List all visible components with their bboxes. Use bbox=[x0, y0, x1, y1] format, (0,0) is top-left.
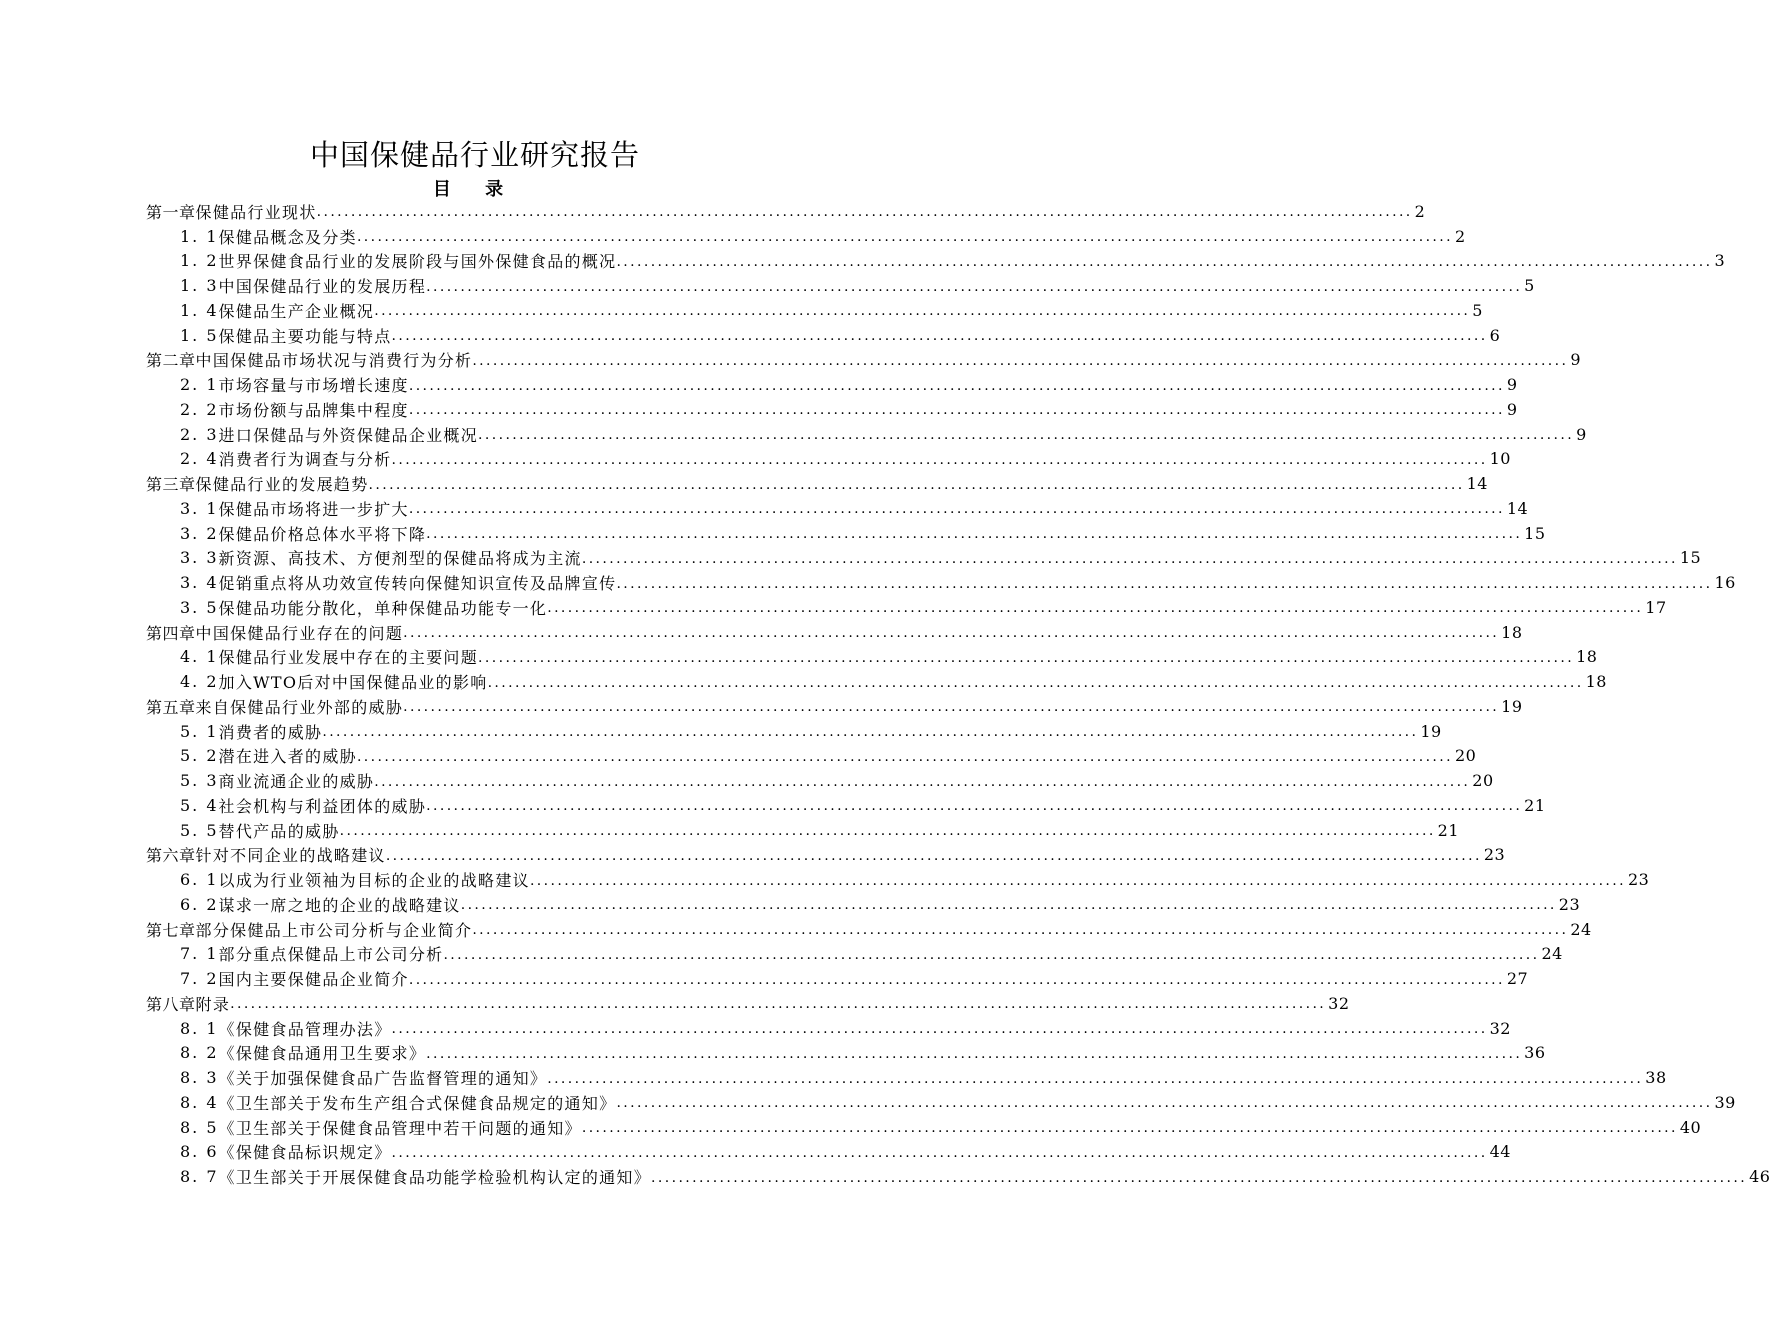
toc-entry-title: 以成为行业领袖为目标的企业的战略建议 bbox=[218, 871, 530, 891]
toc-entry-number: 3. 5 bbox=[180, 597, 219, 617]
toc-leader-dots: ................................................................................................................................................................ bbox=[356, 229, 1453, 246]
toc-entry-title: 保健品价格总体水平将下降 bbox=[218, 524, 427, 544]
toc-leader-dots: ................................................................................................................................................................ bbox=[487, 674, 1584, 691]
toc-leader-dots: ................................................................................................................................................................ bbox=[426, 278, 1523, 295]
toc-leader-dots: ................................................................................................................................................................ bbox=[547, 1070, 1644, 1087]
toc-page-number: 23 bbox=[1483, 845, 1506, 865]
toc-leader-dots: ................................................................................................................................................................ bbox=[460, 897, 1557, 914]
toc-leader-dots: ................................................................................................................................................................ bbox=[374, 773, 1471, 790]
toc-leader-dots: ................................................................................................................................................................ bbox=[547, 600, 1644, 617]
toc-page-number: 24 bbox=[1541, 944, 1563, 964]
toc-page-number: 18 bbox=[1576, 647, 1598, 667]
toc-entry-title: 《保健食品管理办法》 bbox=[218, 1019, 392, 1039]
toc-page-number: 20 bbox=[1472, 771, 1494, 791]
toc-page-number: 2 bbox=[1454, 226, 1466, 246]
toc-leader-dots: ................................................................................................................................................................ bbox=[581, 550, 1678, 567]
toc-entry-title: 《保健食品通用卫生要求》 bbox=[218, 1044, 427, 1064]
toc-section-entry[interactable] bbox=[146, 768, 1494, 793]
toc-entry-number: 8. 5 bbox=[180, 1117, 219, 1137]
toc-page-number: 19 bbox=[1420, 721, 1442, 741]
toc-leader-dots: ................................................................................................................................................................ bbox=[403, 699, 1500, 716]
toc-page-number: 5 bbox=[1472, 300, 1483, 320]
toc-entry-title: 谋求一席之地的企业的战略建议 bbox=[218, 895, 461, 915]
toc-section-entry[interactable] bbox=[146, 669, 1607, 694]
toc-page-number: 18 bbox=[1501, 622, 1523, 642]
toc-entry-title: 部分保健品上市公司分析与企业简介 bbox=[195, 920, 473, 940]
toc-leader-dots: ................................................................................................................................................................ bbox=[616, 575, 1713, 592]
toc-entry-title: 针对不同企业的战略建议 bbox=[195, 846, 386, 866]
toc-entry-title: 消费者行为调查与分析 bbox=[218, 450, 392, 470]
toc-section-entry[interactable] bbox=[146, 323, 1501, 348]
toc-entry-number: 2. 4 bbox=[180, 449, 219, 469]
toc-entry-number: 第二章 bbox=[146, 351, 196, 371]
toc-page-number: 32 bbox=[1328, 993, 1350, 1013]
toc-page-number: 20 bbox=[1454, 746, 1477, 766]
toc-leader-dots: ................................................................................................................................................................ bbox=[581, 1120, 1678, 1137]
toc-entry-number: 5. 1 bbox=[180, 721, 219, 741]
toc-page-number: 10 bbox=[1489, 449, 1511, 469]
toc-page-number: 24 bbox=[1570, 919, 1592, 939]
toc-section-entry[interactable] bbox=[146, 1041, 1546, 1066]
toc-entry-number: 第一章 bbox=[146, 202, 196, 222]
toc-section-entry[interactable] bbox=[146, 422, 1587, 447]
toc-entry-number: 2. 2 bbox=[180, 399, 219, 419]
toc-leader-dots: ................................................................................................................................................................ bbox=[472, 352, 1569, 369]
toc-section-entry[interactable] bbox=[146, 1164, 1770, 1189]
toc-entry-number: 4. 2 bbox=[180, 672, 219, 692]
toc-chapter-entry[interactable] bbox=[146, 471, 1488, 496]
toc-page-number: 36 bbox=[1524, 1043, 1546, 1063]
toc-page-number: 17 bbox=[1645, 597, 1667, 617]
toc-entry-number: 第七章 bbox=[146, 920, 196, 940]
document-title: 中国保健品行业研究报告 bbox=[309, 138, 640, 172]
toc-section-entry[interactable] bbox=[146, 867, 1650, 892]
toc-entry-title: 市场份额与品牌集中程度 bbox=[218, 400, 409, 420]
toc-leader-dots: ................................................................................................................................................................ bbox=[478, 649, 1575, 666]
toc-section-entry[interactable] bbox=[146, 546, 1702, 571]
toc-leader-dots: ................................................................................................................................................................ bbox=[426, 1045, 1523, 1062]
toc-page-number: 23 bbox=[1627, 870, 1650, 890]
toc-entry-title: 附录 bbox=[195, 994, 231, 1014]
toc-entry-title: 保健品市场将进一步扩大 bbox=[218, 499, 409, 519]
toc-entry-number: 6. 2 bbox=[180, 894, 219, 914]
toc-heading: 目 录 bbox=[432, 179, 518, 200]
toc-entry-title: 促销重点将从功效宣传转向保健知识宣传及品牌宣传 bbox=[218, 574, 617, 594]
toc-page-number: 21 bbox=[1524, 795, 1546, 815]
toc-page-number: 6 bbox=[1489, 325, 1501, 345]
toc-entry-number: 5. 3 bbox=[180, 771, 219, 791]
toc-page-number: 14 bbox=[1506, 498, 1529, 518]
toc-chapter-entry[interactable] bbox=[146, 991, 1350, 1016]
toc-entry-number: 1. 3 bbox=[180, 276, 219, 296]
toc-leader-dots: ................................................................................................................................................................ bbox=[443, 946, 1540, 963]
toc-entry-number: 8. 4 bbox=[180, 1092, 219, 1112]
toc-entry-number: 第五章 bbox=[146, 697, 196, 717]
toc-entry-number: 1. 1 bbox=[180, 226, 219, 246]
toc-section-entry[interactable] bbox=[146, 942, 1563, 967]
toc-section-entry[interactable] bbox=[146, 892, 1581, 917]
toc-entry-number: 第六章 bbox=[146, 846, 196, 866]
toc-page-number: 19 bbox=[1501, 696, 1523, 716]
toc-entry-number: 5. 4 bbox=[180, 795, 219, 815]
toc-leader-dots: ................................................................................................................................................................ bbox=[391, 451, 1488, 468]
toc-entry-title: 《卫生部关于保健食品管理中若干问题的通知》 bbox=[218, 1118, 582, 1138]
toc-page-number: 2 bbox=[1414, 201, 1426, 221]
toc-leader-dots: ................................................................................................................................................................ bbox=[316, 204, 1413, 221]
toc-entry-title: 保健品主要功能与特点 bbox=[218, 326, 392, 346]
toc-entry-number: 1. 4 bbox=[180, 300, 219, 320]
toc-leader-dots: ................................................................................................................................................................ bbox=[339, 823, 1436, 840]
toc-page-number: 38 bbox=[1645, 1068, 1667, 1088]
toc-leader-dots: ................................................................................................................................................................ bbox=[408, 377, 1505, 394]
toc-entry-title: 保健品行业的发展趋势 bbox=[195, 475, 369, 495]
toc-entry-title: 国内主要保健品企业简介 bbox=[218, 970, 409, 990]
toc-page-number: 9 bbox=[1506, 375, 1518, 395]
toc-entry-number: 8. 1 bbox=[180, 1018, 219, 1038]
toc-entry-title: 《卫生部关于发布生产组合式保健食品规定的通知》 bbox=[218, 1093, 617, 1113]
toc-page-number: 15 bbox=[1679, 548, 1702, 568]
toc-entry-title: 部分重点保健品上市公司分析 bbox=[218, 945, 444, 965]
toc-entry-title: 保健品行业现状 bbox=[195, 202, 317, 222]
toc-section-entry[interactable] bbox=[146, 570, 1736, 595]
toc-chapter-entry[interactable] bbox=[146, 917, 1592, 942]
toc-page-number: 32 bbox=[1489, 1018, 1511, 1038]
toc-entry-number: 7. 1 bbox=[180, 944, 219, 964]
toc-entry-number: 3. 1 bbox=[180, 498, 219, 518]
table-of-contents bbox=[146, 199, 1770, 1189]
toc-leader-dots: ................................................................................................................................................................ bbox=[426, 798, 1523, 815]
toc-entry-title: 世界保健食品行业的发展阶段与国外保健食品的概况 bbox=[218, 252, 617, 272]
toc-entry-number: 1. 2 bbox=[180, 251, 219, 271]
toc-entry-number: 5. 5 bbox=[180, 820, 219, 840]
toc-entry-number: 6. 1 bbox=[180, 870, 219, 890]
toc-entry-number: 第八章 bbox=[146, 994, 196, 1014]
toc-section-entry[interactable] bbox=[146, 521, 1546, 546]
toc-leader-dots: ................................................................................................................................................................ bbox=[616, 253, 1713, 270]
toc-section-entry[interactable] bbox=[146, 224, 1466, 249]
toc-entry-title: 替代产品的威胁 bbox=[218, 821, 340, 841]
toc-entry-title: 中国保健品行业存在的问题 bbox=[195, 623, 404, 643]
toc-entry-title: 社会机构与利益团体的威胁 bbox=[218, 796, 427, 816]
toc-leader-dots: ................................................................................................................................................................ bbox=[472, 922, 1569, 939]
toc-entry-title: 消费者的威胁 bbox=[218, 722, 323, 742]
toc-entry-title: 潜在进入者的威胁 bbox=[218, 747, 357, 767]
toc-leader-dots: ................................................................................................................................................................ bbox=[322, 724, 1419, 741]
toc-section-entry[interactable] bbox=[146, 249, 1726, 274]
toc-section-entry[interactable] bbox=[146, 1140, 1511, 1165]
toc-leader-dots: ................................................................................................................................................................ bbox=[408, 971, 1505, 988]
toc-leader-dots: ................................................................................................................................................................ bbox=[391, 1021, 1488, 1038]
toc-leader-dots: ................................................................................................................................................................ bbox=[616, 1095, 1713, 1112]
toc-section-entry[interactable] bbox=[146, 447, 1511, 472]
toc-entry-title: 中国保健品市场状况与消费行为分析 bbox=[195, 351, 473, 371]
toc-entry-title: 《保健食品标识规定》 bbox=[218, 1143, 392, 1163]
toc-entry-number: 2. 1 bbox=[180, 375, 219, 395]
toc-entry-title: 加入WTO后对中国保健品业的影响 bbox=[218, 673, 488, 693]
toc-entry-number: 4. 1 bbox=[180, 647, 219, 667]
toc-leader-dots: ................................................................................................................................................................ bbox=[230, 996, 1327, 1013]
toc-entry-number: 3. 4 bbox=[180, 573, 219, 593]
toc-section-entry[interactable] bbox=[146, 298, 1483, 323]
toc-section-entry[interactable] bbox=[146, 595, 1667, 620]
toc-entry-title: 来自保健品行业外部的威胁 bbox=[195, 697, 404, 717]
toc-entry-number: 2. 3 bbox=[180, 424, 219, 444]
toc-page-number: 46 bbox=[1749, 1167, 1770, 1187]
toc-entry-number: 7. 2 bbox=[180, 969, 219, 989]
toc-chapter-entry[interactable] bbox=[146, 694, 1523, 719]
toc-section-entry[interactable] bbox=[146, 793, 1546, 818]
toc-section-entry[interactable] bbox=[146, 273, 1535, 298]
toc-page-number: 3 bbox=[1714, 251, 1726, 271]
toc-chapter-entry[interactable] bbox=[146, 620, 1523, 645]
toc-entry-title: 进口保健品与外资保健品企业概况 bbox=[218, 425, 479, 445]
toc-section-entry[interactable] bbox=[146, 1090, 1736, 1115]
toc-page-number: 9 bbox=[1576, 424, 1587, 444]
toc-entry-title: 保健品功能分散化，单种保健品功能专一化 bbox=[218, 598, 548, 618]
toc-section-entry[interactable] bbox=[146, 1115, 1702, 1140]
toc-section-entry[interactable] bbox=[146, 397, 1518, 422]
toc-entry-title: 市场容量与市场增长速度 bbox=[218, 376, 409, 396]
toc-page-number: 9 bbox=[1570, 350, 1582, 370]
toc-section-entry[interactable] bbox=[146, 1016, 1511, 1041]
toc-entry-number: 8. 7 bbox=[180, 1167, 219, 1187]
toc-entry-title: 《关于加强保健食品广告监督管理的通知》 bbox=[218, 1069, 548, 1089]
toc-leader-dots: ................................................................................................................................................................ bbox=[391, 328, 1488, 345]
toc-entry-number: 1. 5 bbox=[180, 325, 219, 345]
toc-leader-dots: ................................................................................................................................................................ bbox=[529, 872, 1626, 889]
toc-entry-title: 保健品生产企业概况 bbox=[218, 301, 375, 321]
toc-entry-title: 保健品概念及分类 bbox=[218, 227, 357, 247]
toc-leader-dots: ................................................................................................................................................................ bbox=[408, 501, 1505, 518]
toc-entry-number: 8. 3 bbox=[180, 1068, 219, 1088]
toc-page-number: 9 bbox=[1506, 399, 1518, 419]
toc-entry-title: 保健品行业发展中存在的主要问题 bbox=[218, 648, 479, 668]
toc-entry-number: 第三章 bbox=[146, 475, 196, 495]
toc-page-number: 5 bbox=[1524, 276, 1535, 296]
toc-page-number: 21 bbox=[1437, 820, 1460, 840]
toc-entry-number: 3. 2 bbox=[180, 523, 219, 543]
toc-page-number: 44 bbox=[1489, 1142, 1511, 1162]
toc-entry-number: 8. 2 bbox=[180, 1043, 219, 1063]
toc-entry-title: 《卫生部关于开展保健食品功能学检验机构认定的通知》 bbox=[218, 1168, 652, 1188]
toc-leader-dots: ................................................................................................................................................................ bbox=[426, 526, 1523, 543]
toc-leader-dots: ................................................................................................................................................................ bbox=[478, 427, 1575, 444]
toc-section-entry[interactable] bbox=[146, 744, 1477, 769]
toc-leader-dots: ................................................................................................................................................................ bbox=[374, 303, 1471, 320]
toc-leader-dots: ................................................................................................................................................................ bbox=[391, 1144, 1488, 1161]
toc-section-entry[interactable] bbox=[146, 818, 1460, 843]
toc-chapter-entry[interactable] bbox=[146, 348, 1582, 373]
toc-page-number: 18 bbox=[1585, 672, 1607, 692]
toc-page-number: 16 bbox=[1714, 573, 1736, 593]
toc-entry-title: 商业流通企业的威胁 bbox=[218, 772, 375, 792]
toc-leader-dots: ................................................................................................................................................................ bbox=[408, 402, 1505, 419]
toc-entry-number: 5. 2 bbox=[180, 746, 219, 766]
toc-page-number: 40 bbox=[1679, 1117, 1702, 1137]
toc-entry-number: 8. 6 bbox=[180, 1142, 219, 1162]
toc-page-number: 39 bbox=[1714, 1092, 1736, 1112]
toc-section-entry[interactable] bbox=[146, 719, 1442, 744]
toc-page-number: 27 bbox=[1506, 969, 1529, 989]
toc-section-entry[interactable] bbox=[146, 966, 1529, 991]
toc-leader-dots: ................................................................................................................................................................ bbox=[385, 847, 1482, 864]
toc-entry-title: 中国保健品行业的发展历程 bbox=[218, 277, 427, 297]
toc-leader-dots: ................................................................................................................................................................ bbox=[403, 625, 1500, 642]
toc-section-entry[interactable] bbox=[146, 496, 1529, 521]
toc-entry-number: 3. 3 bbox=[180, 548, 219, 568]
toc-chapter-entry[interactable] bbox=[146, 843, 1506, 868]
toc-entry-title: 新资源、高技术、方便剂型的保健品将成为主流 bbox=[218, 549, 582, 569]
toc-entry-number: 第四章 bbox=[146, 623, 196, 643]
toc-leader-dots: ................................................................................................................................................................ bbox=[356, 748, 1453, 765]
toc-chapter-entry[interactable] bbox=[146, 199, 1426, 224]
toc-page-number: 15 bbox=[1524, 523, 1546, 543]
toc-section-entry[interactable] bbox=[146, 645, 1598, 670]
toc-page-number: 23 bbox=[1558, 894, 1581, 914]
toc-leader-dots: ................................................................................................................................................................ bbox=[651, 1169, 1748, 1186]
toc-section-entry[interactable] bbox=[146, 372, 1518, 397]
toc-section-entry[interactable] bbox=[146, 1065, 1667, 1090]
toc-page-number: 14 bbox=[1466, 474, 1488, 494]
toc-leader-dots: ................................................................................................................................................................ bbox=[368, 476, 1465, 493]
